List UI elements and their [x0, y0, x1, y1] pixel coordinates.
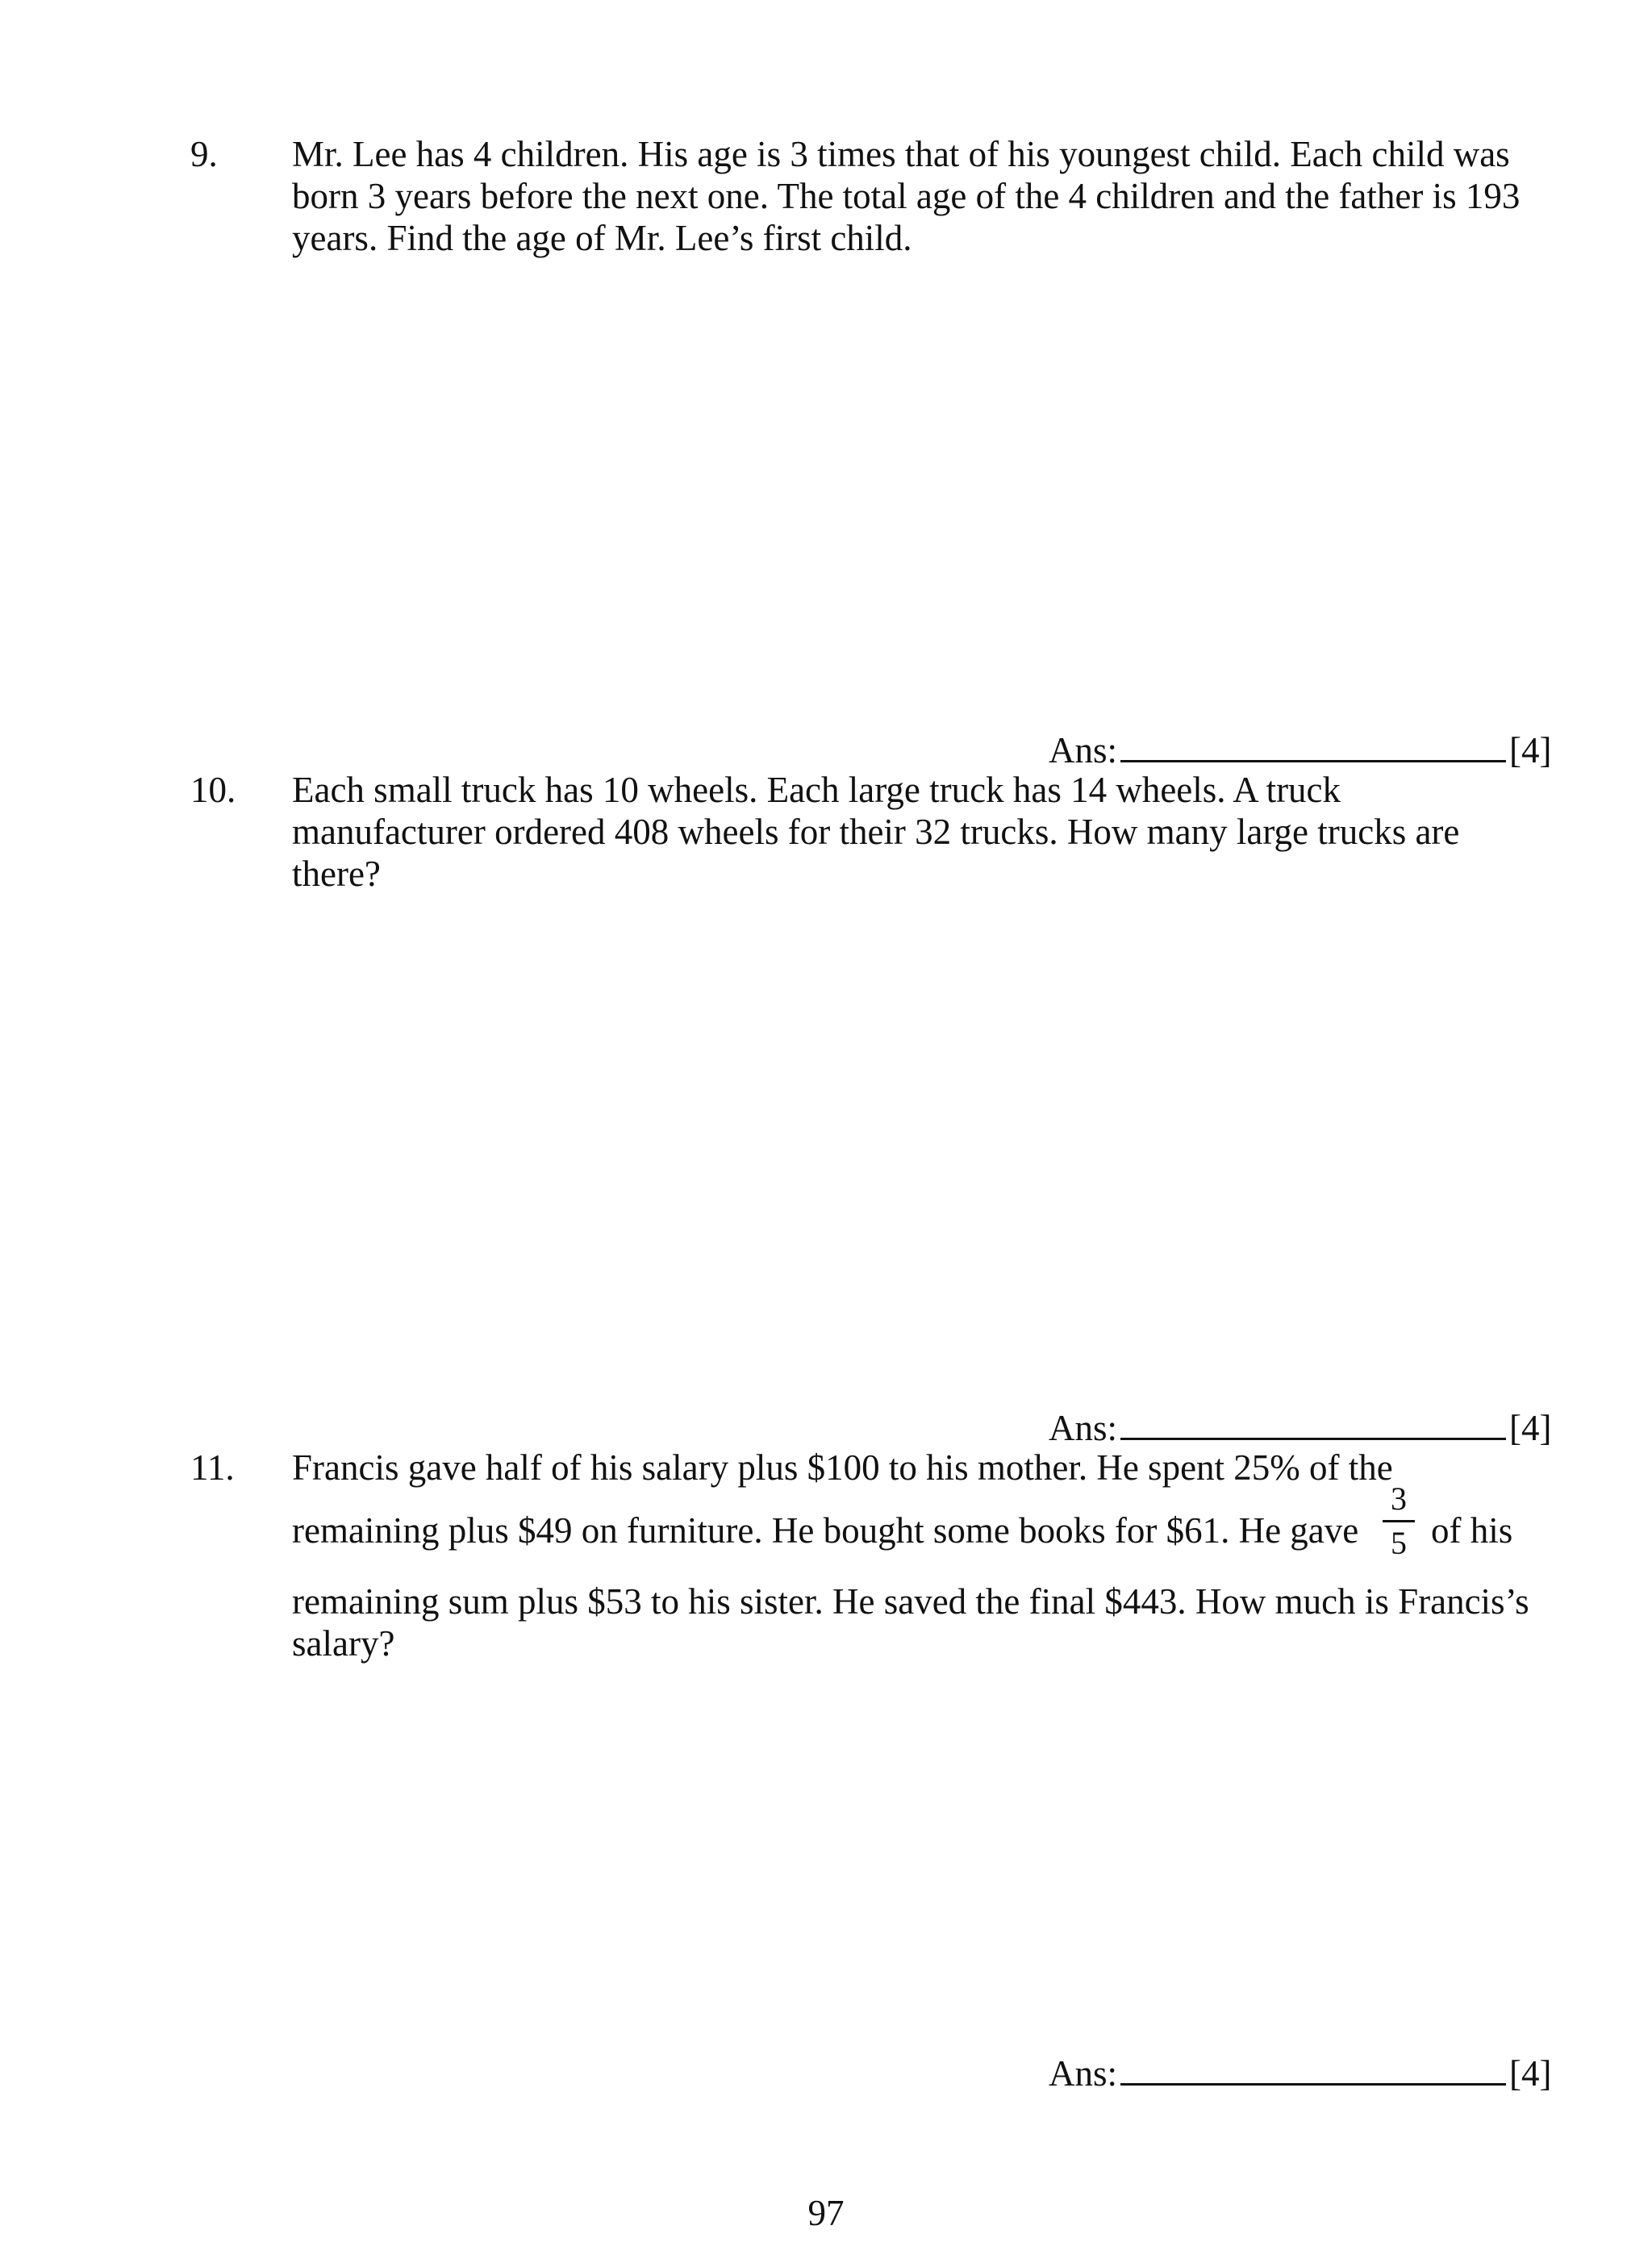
marks-label: [4] [1509, 2053, 1552, 2094]
question-11-answer-line [1049, 2049, 1565, 2095]
question-11-number: 11. [190, 1447, 235, 1488]
answer-label: Ans: [1049, 2053, 1118, 2094]
fraction-three-fifths [1381, 1481, 1416, 1561]
answer-label: Ans: [1049, 730, 1118, 770]
question-9-text-line: years. Find the age of Mr. Lee’s first child. [292, 218, 912, 258]
answer-blank[interactable] [1120, 2049, 1506, 2086]
fraction-bar [1383, 1520, 1415, 1522]
fraction-numerator: 3 [1391, 1480, 1407, 1517]
question-10-text-line: manufacturer ordered 408 wheels for their 32 trucks. How many large trucks are [292, 812, 1460, 852]
question-9-number: 9. [190, 134, 218, 174]
answer-blank[interactable] [1120, 726, 1506, 762]
question-10-number: 10. [190, 770, 236, 810]
question-11-text-line: remaining sum plus $53 to his sister. He saved the final $443. How much is Francis’s [292, 1581, 1529, 1622]
question-9-text-line: born 3 years before the next one. The total age of the 4 children and the father is 193 [292, 176, 1521, 216]
answer-label: Ans: [1049, 1408, 1118, 1448]
question-10-answer-line [1049, 1404, 1565, 1450]
question-9-answer-line [1049, 726, 1565, 772]
fraction-denominator: 5 [1391, 1525, 1407, 1561]
question-11-text-line: remaining plus $49 on furniture. He bought some books for $61. He gave [292, 1510, 1359, 1551]
page-number: 97 [807, 2193, 845, 2233]
marks-label: [4] [1509, 1408, 1552, 1448]
question-10-text-line: there? [292, 854, 381, 894]
answer-blank[interactable] [1120, 1404, 1506, 1440]
question-11-text-line: Francis gave half of his salary plus $100 to his mother. He spent 25% of the [292, 1447, 1393, 1488]
marks-label: [4] [1509, 730, 1552, 770]
question-10-text-line: Each small truck has 10 wheels. Each large truck has 14 wheels. A truck [292, 770, 1341, 810]
question-9-text-line: Mr. Lee has 4 children. His age is 3 times that of his youngest child. Each child was [292, 134, 1510, 174]
question-11-text-line: of his [1431, 1510, 1513, 1551]
question-11-text-line: salary? [292, 1623, 395, 1664]
